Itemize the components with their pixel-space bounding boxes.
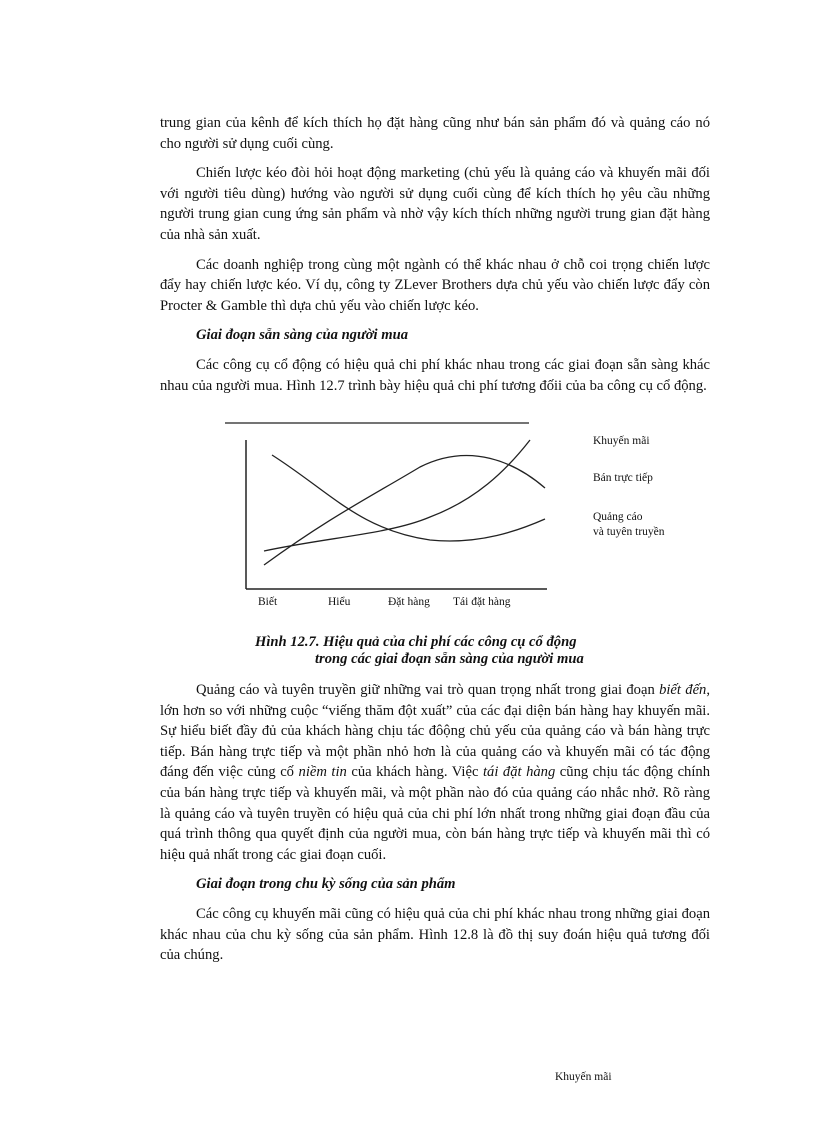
emphasis: niềm tin bbox=[298, 764, 347, 781]
legend-khuyen-mai: Khuyến mãi bbox=[593, 435, 650, 447]
section-heading: Giai đoạn sẵn sàng của người mua bbox=[196, 327, 409, 344]
paragraph: Quảng cáo và tuyên truyền giữ những vai trò quan trọng nhất trong giai đoạn biết đến, lớn hơn so với những cuộc “viếng thăm đột xuất” của các đại diện bán hàng hay khuyến mãi. Sự hiểu biết đầy đủ của khách hàng chịu tác đôộng chủ yếu của quảng cáo và bán hàng trực tiếp. Bán hàng trực tiếp và một phần nhỏ hơn là của quảng cáo và khuyến mãi có tác động đáng đến việc củng cố niềm tin của khách hàng. Việc tái đặt hàng cũng chịu tác động chính của bán hàng trực tiếp và khuyến mãi, và một phần nào đó của quảng cáo nhắc nhở. Rõ ràng là quảng cáo và tuyên truyền có hiệu quả của chi phí lớn nhất trong những giai đoạn đầu của quá trình thông qua quyết định của người mua, còn bán hàng trực tiếp và khuyến mãi thì có hiệu quả nhất trong các giai đoạn cuối. bbox=[160, 682, 711, 863]
caption-line-1: Hình 12.7. Hiệu quả của chi phí các công cụ cổ động bbox=[255, 634, 577, 650]
paragraph: Các công cụ khuyến mãi cũng có hiệu quả của chi phí khác nhau trong những giai đoạn khác nhau của chu kỳ sống của sản phẩm. Hình 12.8 là đồ thị suy đoán hiệu quả tương đối của chúng. bbox=[160, 905, 710, 964]
paragraph: Các doanh nghiệp trong cùng một ngành có thể khác nhau ở chỗ coi trọng chiến lược đẩy hay chiến lược kéo. Ví dụ, công ty ZLever Brothers dựa chủ yếu vào chiến lược đẩy còn Procter & Gamble thì dựa chủ yếu vào chiến lược kéo. bbox=[160, 256, 710, 314]
text-block-bottom bbox=[160, 680, 710, 975]
figure-12-7 bbox=[180, 412, 680, 612]
series-ban-truc-tiep-line bbox=[264, 456, 545, 565]
series-khuyen-mai-line bbox=[264, 440, 530, 551]
text-block-top bbox=[160, 113, 710, 405]
x-tick-label: Hiểu bbox=[328, 596, 351, 608]
legend-quang-cao: Quảng cáo bbox=[593, 511, 643, 523]
series-quang-cao-line bbox=[272, 455, 545, 541]
caption-line-2: trong các giai đoạn sẵn sàng của người mua bbox=[315, 651, 584, 667]
section-heading: Giai đoạn trong chu kỳ sống của sản phẩm bbox=[196, 876, 456, 893]
paragraph: Các công cụ cổ động có hiệu quả chi phí khác nhau trong các giai đoạn sẵn sàng khác nhau của người mua. Hình 12.7 trình bày hiệu quả chi phí tương đốii của ba công cụ cổ động. bbox=[160, 356, 710, 394]
x-tick-label: Đặt hàng bbox=[388, 596, 430, 608]
paragraph: Chiến lược kéo đòi hỏi hoạt động marketing (chủ yếu là quảng cáo và khuyến mãi đối với người tiêu dùng) hướng vào người sử dụng cuối cùng để kích thích họ yêu cầu những người trung gian cung ứng sản phẩm và nhờ vậy kích thích những người trung gian đặt hàng của nhà sản xuất. bbox=[160, 165, 710, 243]
x-tick-label: Biết bbox=[258, 596, 278, 608]
page-footer: Khuyến mãi bbox=[555, 1071, 612, 1083]
figure-caption bbox=[160, 634, 710, 668]
x-tick-label: Tái đặt hàng bbox=[453, 596, 511, 608]
emphasis: tái đặt hàng bbox=[482, 764, 556, 781]
emphasis: biết đến bbox=[659, 682, 707, 698]
legend-ban-truc-tiep: Bán trực tiếp bbox=[593, 472, 653, 484]
legend-tuyen-truyen: và tuyên truyền bbox=[593, 526, 665, 538]
paragraph: trung gian của kênh để kích thích họ đặt hàng cũng như bán sản phẩm đó và quảng cáo nó cho người sử dụng cuối cùng. bbox=[160, 115, 710, 152]
